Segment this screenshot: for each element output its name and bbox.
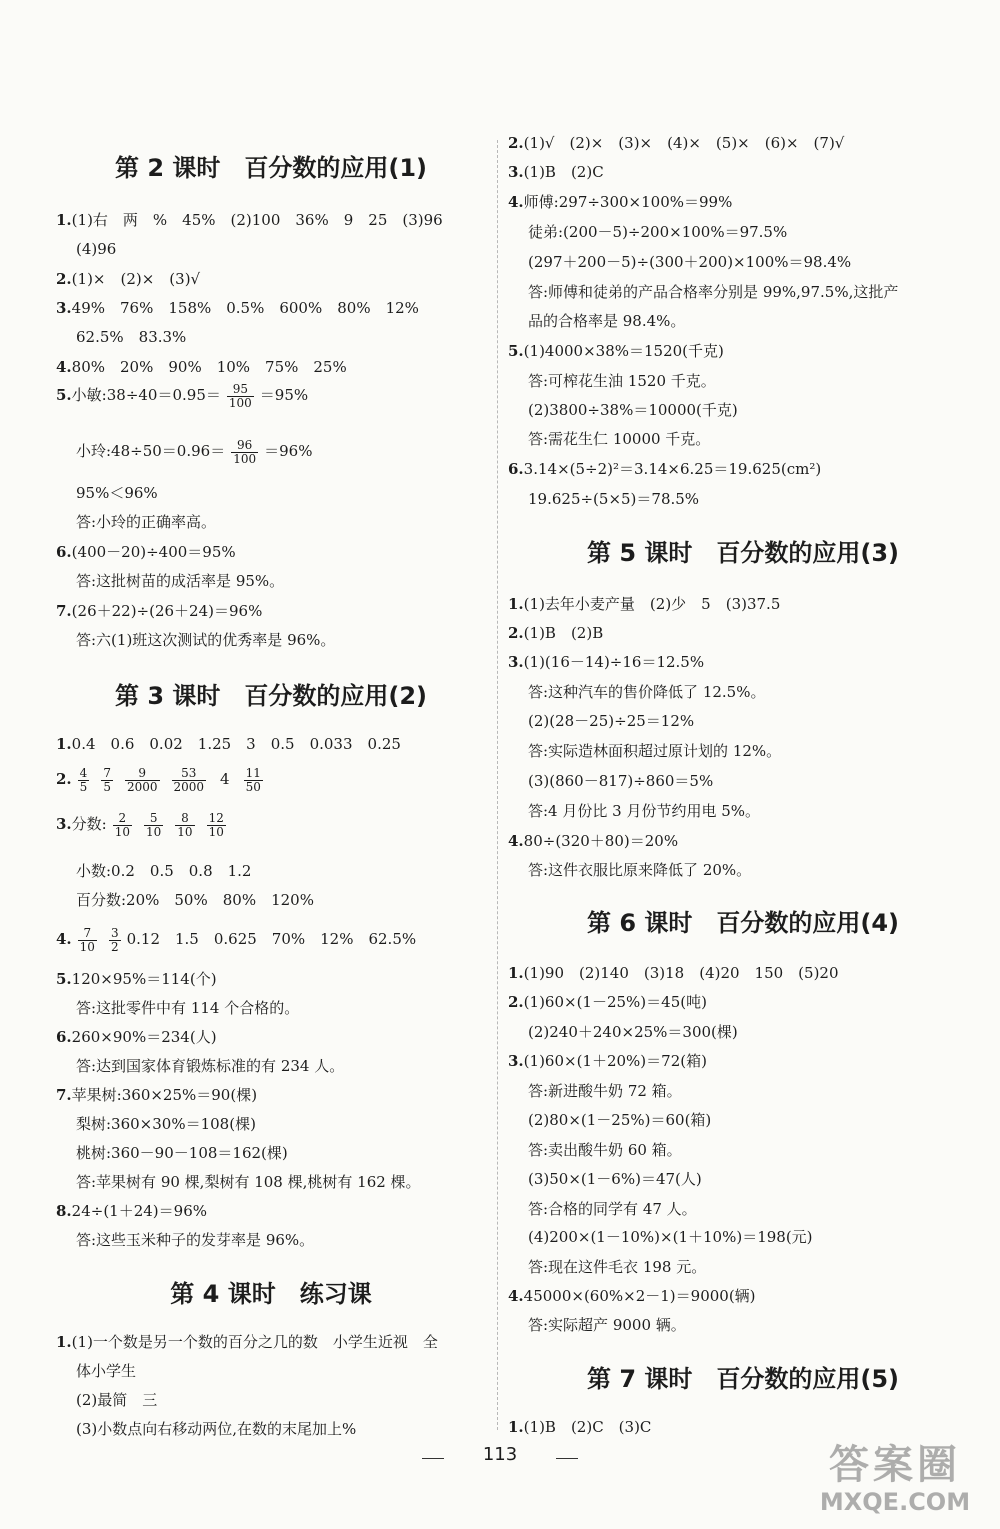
line-text: 小数:0.2 0.5 0.8 1.2 — [76, 862, 252, 880]
answer-line — [528, 856, 751, 884]
fraction-denominator: 10 — [208, 824, 224, 839]
fraction — [175, 812, 194, 839]
watermark-logo — [800, 1442, 990, 1522]
answer-line — [76, 567, 284, 595]
question-line — [56, 925, 416, 953]
answer-line — [76, 235, 116, 263]
line-text: (2)240＋240×25%＝300(棵) — [528, 1023, 738, 1041]
fraction — [172, 767, 207, 794]
fraction-numerator: 12 — [208, 810, 224, 825]
column-divider — [497, 140, 498, 1430]
line-text: 答:师傅和徒弟的产品合格率分别是 99%,97.5%,这批产 — [528, 283, 899, 301]
answer-line — [528, 396, 738, 424]
question-number: 4. — [508, 193, 524, 211]
answer-line — [76, 1386, 157, 1414]
fraction-denominator: 10 — [114, 824, 131, 839]
question-line — [508, 1282, 756, 1310]
question-number: 1. — [56, 1333, 72, 1351]
line-text: 分数: — [71, 815, 107, 833]
line-text: 答:实际超产 9000 辆。 — [528, 1316, 686, 1334]
line-text: 答:这批树苗的成活率是 95%。 — [76, 572, 285, 590]
answer-line — [76, 886, 314, 914]
fraction — [227, 383, 254, 410]
answer-line — [76, 508, 216, 536]
line-text: 80% 20% 90% 10% 75% 25% — [71, 358, 347, 376]
answer-line — [528, 1311, 686, 1339]
line-text: 徒弟:(200－5)÷200×100%＝97.5% — [528, 223, 788, 241]
question-line — [56, 730, 401, 758]
answer-line — [528, 767, 713, 795]
answer-line — [76, 1357, 136, 1385]
fraction — [109, 927, 121, 954]
question-line — [508, 1413, 651, 1441]
question-number: 3. — [56, 299, 72, 317]
question-line — [508, 619, 603, 647]
line-text: (1)√ (2)× (3)× (4)× (5)× (6)× (7)√ — [523, 134, 845, 152]
question-number: 4. — [508, 832, 524, 850]
question-number: 7. — [56, 602, 72, 620]
answer-line — [528, 1018, 738, 1046]
line-text: 260×90%＝234(人) — [71, 1028, 217, 1046]
fraction-numerator: 4 — [79, 765, 88, 780]
answer-line — [528, 218, 787, 246]
line-text: (1)60×(1－25%)＝45(吨) — [523, 993, 707, 1011]
fraction — [113, 812, 132, 839]
question-number: 8. — [56, 1202, 72, 1220]
fraction — [207, 812, 226, 839]
question-number: 1. — [56, 211, 72, 229]
answer-line — [76, 437, 312, 465]
answer-line — [76, 994, 299, 1022]
answer-line — [76, 1110, 256, 1138]
line-text: (1)一个数是另一个数的百分之几的数 小学生近视 全 — [71, 1333, 438, 1351]
fraction-numerator: 11 — [245, 765, 261, 780]
question-number: 2. — [56, 270, 72, 288]
question-number: 2. — [508, 993, 524, 1011]
question-line — [56, 965, 217, 993]
line-text: 小敏:38÷40＝0.95＝ — [71, 386, 221, 404]
question-number: 3. — [508, 1052, 524, 1070]
line-text: (1)90 (2)140 (3)18 (4)20 150 (5)20 — [523, 964, 839, 982]
line-text: 梨树:360×30%＝108(棵) — [76, 1115, 256, 1133]
line-text: 答:合格的同学有 47 人。 — [528, 1200, 697, 1218]
question-number: 6. — [508, 460, 524, 478]
line-text: 0.4 0.6 0.02 1.25 3 0.5 0.033 0.25 — [71, 735, 401, 753]
answer-line — [528, 1165, 702, 1193]
line-text: 3.14×(5÷2)²＝3.14×6.25＝19.625(cm²) — [523, 460, 822, 478]
line-text: (4)200×(1－10%)×(1＋10%)＝198(元) — [528, 1228, 813, 1246]
section-heading: 第 3 课时 百分数的应用(2) — [114, 682, 428, 710]
line-text: (4)96 — [76, 240, 117, 258]
question-line — [56, 265, 200, 293]
page-number: 113 — [482, 1444, 518, 1465]
fraction-denominator: 2 — [110, 939, 119, 954]
section-heading: 第 5 课时 百分数的应用(3) — [586, 539, 900, 567]
line-text: (400－20)÷400＝95% — [71, 543, 236, 561]
question-number: 4. — [508, 1287, 524, 1305]
question-line — [508, 827, 678, 855]
line-text: (1)× (2)× (3)√ — [71, 270, 201, 288]
question-number: 2. — [508, 134, 524, 152]
line-text: 答:卖出酸牛奶 60 箱。 — [528, 1141, 682, 1159]
question-line — [508, 648, 704, 676]
fraction-denominator: 100 — [233, 451, 257, 466]
answer-line — [528, 1195, 697, 1223]
line-text: 百分数:20% 50% 80% 120% — [76, 891, 314, 909]
fraction-numerator: 5 — [144, 812, 163, 826]
line-text: 品的合格率是 98.4%。 — [528, 312, 686, 330]
line-text: (1)60×(1＋20%)＝72(箱) — [523, 1052, 707, 1070]
question-line — [508, 129, 844, 157]
line-text: 桃树:360－90－108＝162(棵) — [76, 1144, 288, 1162]
line-text: 答:新进酸牛奶 72 箱。 — [528, 1082, 682, 1100]
question-line — [508, 590, 780, 618]
line-text: 95%＜96% — [76, 484, 158, 502]
line-text: 答:现在这件毛衣 198 元。 — [528, 1258, 707, 1276]
fraction-denominator: 2000 — [173, 779, 205, 794]
answer-line — [76, 323, 186, 351]
line-text: 80÷(320＋80)＝20% — [523, 832, 679, 850]
question-number: 4. — [56, 930, 72, 948]
answer-line — [528, 1253, 706, 1281]
question-line — [508, 1047, 707, 1075]
line-text: 答:可榨花生油 1520 千克。 — [528, 372, 716, 390]
question-number: 2. — [508, 624, 524, 642]
question-line — [56, 765, 269, 793]
line-text: (1)B (2)B — [523, 624, 604, 642]
question-line — [508, 188, 732, 216]
question-line — [508, 158, 604, 186]
fraction-numerator: 7 — [103, 765, 111, 780]
answer-line — [528, 1136, 682, 1164]
question-line — [56, 353, 347, 381]
line-tail: ＝95% — [259, 386, 309, 404]
fraction-denominator: 10 — [146, 824, 162, 839]
question-line — [56, 810, 232, 838]
line-text: 62.5% 83.3% — [76, 328, 187, 346]
question-number: 4. — [56, 358, 72, 376]
question-line — [56, 538, 236, 566]
question-line — [56, 1023, 217, 1051]
line-text: 体小学生 — [76, 1362, 137, 1380]
answer-line — [76, 479, 158, 507]
watermark-line2: MXQE.COM — [819, 1488, 971, 1516]
fraction-denominator: 10 — [79, 939, 95, 954]
line-text: (2)3800÷38%＝10000(千克) — [528, 401, 738, 419]
line-text: (1)B (2)C — [523, 163, 604, 181]
line-text: 答:这批零件中有 114 个合格的。 — [76, 999, 300, 1017]
question-number: 6. — [56, 543, 72, 561]
answer-line — [528, 278, 898, 306]
fraction-numerator: 3 — [110, 925, 119, 940]
line-text: (1)B (2)C (3)C — [523, 1418, 652, 1436]
line-text: (1)4000×38%＝1520(千克) — [523, 342, 724, 360]
answer-line — [76, 857, 251, 885]
line-text: (3)50×(1－6%)＝47(人) — [528, 1170, 702, 1188]
question-number: 1. — [508, 1418, 524, 1436]
watermark-line1: 答案圈 — [829, 1442, 961, 1488]
question-line — [56, 1328, 438, 1356]
fraction-denominator: 10 — [177, 824, 193, 839]
line-text: (1)(16－14)÷16＝12.5% — [523, 653, 705, 671]
line-text: (26＋22)÷(26＋24)＝96% — [71, 602, 263, 620]
fraction-denominator: 5 — [103, 779, 111, 794]
answer-line — [528, 707, 694, 735]
fraction — [78, 927, 97, 954]
fraction-denominator: 2000 — [126, 779, 158, 794]
answer-line — [528, 1106, 711, 1134]
fraction — [78, 767, 90, 794]
answer-line — [528, 1077, 682, 1105]
answer-line — [528, 1223, 813, 1251]
line-text: 答:达到国家体育锻炼标准的有 234 人。 — [76, 1057, 345, 1075]
question-line — [56, 597, 262, 625]
question-number: 6. — [56, 1028, 72, 1046]
fraction-denominator: 100 — [228, 395, 252, 410]
line-text: 师傅:297÷300×100%＝99% — [523, 193, 733, 211]
answer-line — [76, 1052, 344, 1080]
question-number: 5. — [56, 970, 72, 988]
question-number: 1. — [56, 735, 72, 753]
question-line — [56, 1081, 257, 1109]
answer-line — [528, 367, 716, 395]
question-number: 3. — [56, 815, 72, 833]
question-number: 7. — [56, 1086, 72, 1104]
fraction-numerator: 2 — [113, 812, 132, 826]
fraction — [144, 812, 163, 839]
fraction-denominator: 50 — [245, 779, 261, 794]
line-text: (1)去年小麦产量 (2)少 5 (3)37.5 — [523, 595, 781, 613]
answer-line — [528, 307, 685, 335]
line-tail: 0.12 1.5 0.625 70% 12% 62.5% — [126, 930, 417, 948]
line-text: (2)最简 三 — [76, 1391, 158, 1409]
fraction-numerator: 53 — [172, 767, 207, 781]
line-text: 49% 76% 158% 0.5% 600% 80% 12% — [71, 299, 419, 317]
section-heading: 第 7 课时 百分数的应用(5) — [586, 1365, 900, 1393]
question-line — [508, 337, 724, 365]
fraction-numerator: 96 — [231, 439, 258, 453]
line-text: 苹果树:360×25%＝90(棵) — [71, 1086, 258, 1104]
answer-line — [76, 1168, 421, 1196]
question-number: 1. — [508, 964, 524, 982]
fraction-numerator: 95 — [227, 383, 254, 397]
line-text: 答:这种汽车的售价降低了 12.5%。 — [528, 683, 766, 701]
line-text: 45000×(60%×2－1)＝9000(辆) — [523, 1287, 756, 1305]
question-line — [508, 455, 821, 483]
answer-line — [76, 1139, 288, 1167]
question-line — [56, 381, 308, 409]
line-text: (1)右 两 % 45% (2)100 36% 9 25 (3)96 — [71, 211, 443, 229]
answer-line — [528, 485, 699, 513]
answer-line — [528, 797, 760, 825]
section-heading: 第 2 课时 百分数的应用(1) — [114, 154, 428, 182]
line-value: 4 — [220, 770, 230, 788]
question-number: 1. — [508, 595, 524, 613]
line-text: 答:实际造林面积超过原计划的 12%。 — [528, 742, 782, 760]
line-text: 答:需花生仁 10000 千克。 — [528, 430, 711, 448]
page-number-dash-right — [556, 1458, 578, 1459]
line-text: (3)(860－817)÷860＝5% — [528, 772, 714, 790]
line-text: 答:六(1)班这次测试的优秀率是 96%。 — [76, 631, 336, 649]
question-number: 5. — [508, 342, 524, 360]
question-number: 5. — [56, 386, 72, 404]
fraction — [125, 767, 160, 794]
line-text: 答:小玲的正确率高。 — [76, 513, 217, 531]
question-line — [56, 206, 443, 234]
fraction — [244, 767, 263, 794]
fraction-numerator: 7 — [78, 927, 97, 941]
line-text: 答:4 月份比 3 月份节约用电 5%。 — [528, 802, 761, 820]
answer-line — [528, 425, 710, 453]
answer-line — [528, 737, 781, 765]
question-line — [508, 959, 839, 987]
answer-line — [76, 626, 335, 654]
line-text: (3)小数点向右移动两位,在数的末尾加上% — [76, 1420, 357, 1438]
question-line — [56, 1197, 207, 1225]
fraction-denominator: 5 — [79, 779, 88, 794]
line-text: 19.625÷(5×5)＝78.5% — [528, 490, 700, 508]
answer-line — [528, 248, 851, 276]
line-text: 答:这件衣服比原来降低了 20%。 — [528, 861, 752, 879]
answer-line — [528, 678, 765, 706]
section-heading: 第 6 课时 百分数的应用(4) — [586, 909, 900, 937]
line-text: (2)(28－25)÷25＝12% — [528, 712, 695, 730]
fraction-numerator: 9 — [125, 767, 160, 781]
line-text: 120×95%＝114(个) — [71, 970, 217, 988]
page-number-dash-left — [422, 1458, 444, 1459]
line-text: (2)80×(1－25%)＝60(箱) — [528, 1111, 712, 1129]
line-tail: ＝96% — [264, 442, 313, 460]
fraction — [231, 439, 258, 466]
question-number: 2. — [56, 770, 72, 788]
section-heading: 第 4 课时 练习课 — [170, 1280, 372, 1308]
question-number: 3. — [508, 163, 524, 181]
answer-line — [76, 1415, 356, 1443]
line-text: 答:苹果树有 90 棵,梨树有 108 棵,桃树有 162 棵。 — [76, 1173, 421, 1191]
line-text: 答:这些玉米种子的发芽率是 96%。 — [76, 1231, 315, 1249]
line-text: 小玲:48÷50＝0.96＝ — [76, 442, 226, 460]
question-line — [56, 294, 419, 322]
fraction — [101, 767, 113, 794]
line-text: (297＋200－5)÷(300＋200)×100%＝98.4% — [528, 253, 852, 271]
fraction-numerator: 8 — [175, 812, 194, 826]
answer-line — [76, 1226, 314, 1254]
question-line — [508, 988, 707, 1016]
question-number: 3. — [508, 653, 524, 671]
line-text: 24÷(1＋24)＝96% — [71, 1202, 208, 1220]
